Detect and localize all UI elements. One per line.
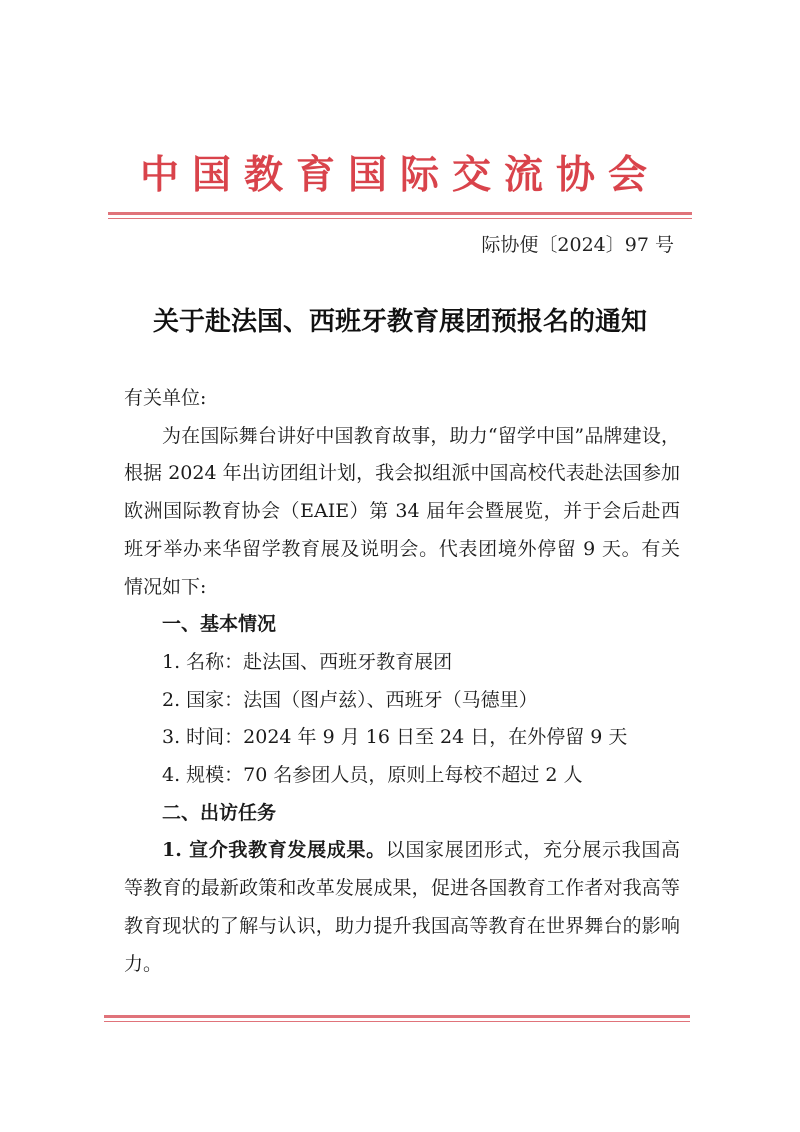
organization-name: 中国教育国际交流协会 <box>139 153 660 198</box>
task-lead: 1. 宣介我教育发展成果。 <box>162 839 386 862</box>
notice-body <box>124 380 680 983</box>
salutation: 有关单位: <box>124 387 207 409</box>
header-divider-thin <box>108 218 692 219</box>
document-number: 际协便〔2024〕97 号 <box>481 234 674 256</box>
header-divider-thick <box>108 212 692 215</box>
basic-info-item-name: 1. 名称：赴法国、西班牙教育展团 <box>162 650 453 673</box>
basic-info-item-scale: 4. 规模：70 名参团人员，原则上每校不超过 2 人 <box>162 764 583 787</box>
basic-info-item-time: 3. 时间：2024 年 9 月 16 日至 24 日，在外停留 9 天 <box>162 726 628 749</box>
task-paragraph <box>124 832 680 983</box>
basic-info-item-country: 2. 国家：法国（图卢兹）、西班牙（马德里） <box>162 688 538 711</box>
section-heading-basic-info: 一、基本情况 <box>162 613 277 636</box>
intro-paragraph: 为在国际舞台讲好中国教育故事，助力“留学中国”品牌建设，根据 2024 年出访团组计划，我会拟组派中国高校代表赴法国参加欧洲国际教育协会（EAIE）第 34 届年会暨展览，并于会后赴西班牙举办来华留学教育展及说明会。代表团境外停留 9 天。有关情况如下: <box>124 424 680 598</box>
footer-divider-thin <box>104 1021 690 1022</box>
task-text: 以国家展团形式，充分展示我国高等教育的最新政策和改革发展成果，促进各国教育工作者对我高等教育现状的了解与认识，助力提升我国高等教育在世界舞台的影响力。 <box>124 839 680 975</box>
section-heading-tasks: 二、出访任务 <box>162 801 277 824</box>
footer-divider-thick <box>104 1015 690 1018</box>
notice-title: 关于赴法国、西班牙教育展团预报名的通知 <box>152 307 647 337</box>
